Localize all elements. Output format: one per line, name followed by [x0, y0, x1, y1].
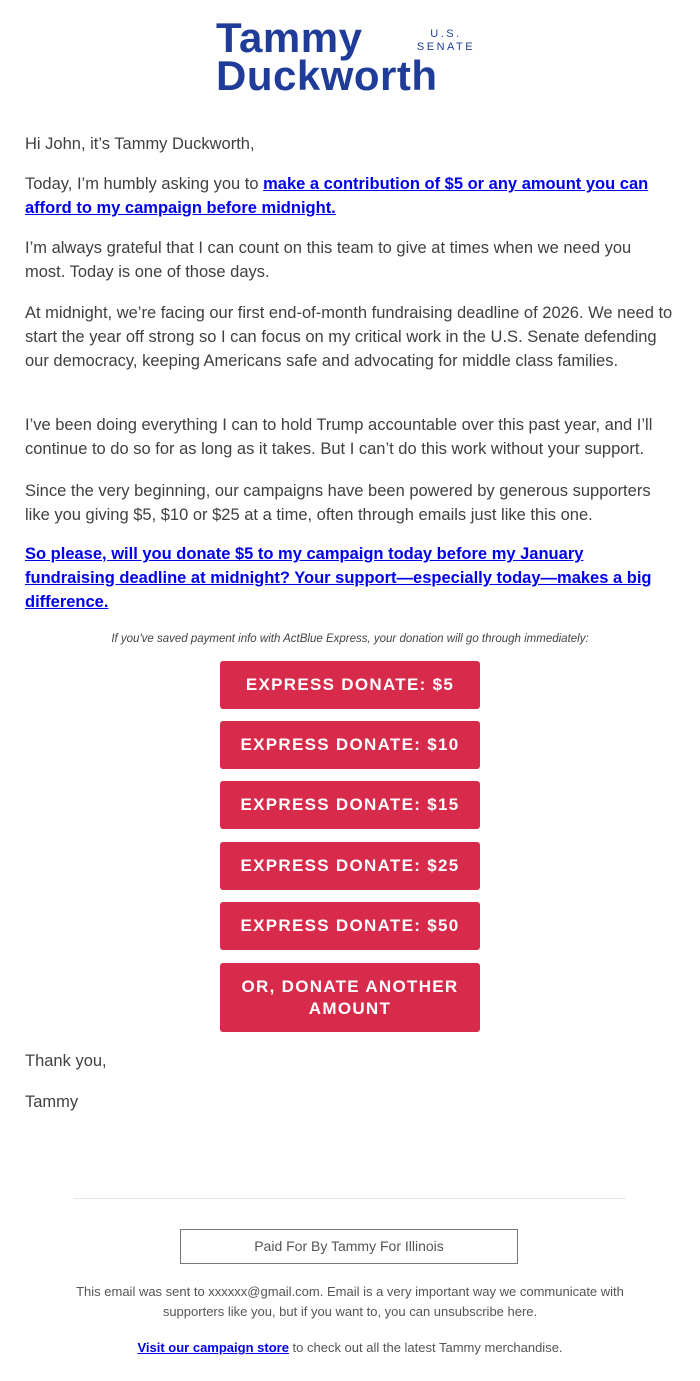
express-donate-25-button[interactable]: EXPRESS DONATE: $25 [220, 842, 480, 890]
signature: Tammy [25, 1093, 79, 1111]
contribution-link[interactable]: make a contribution of $5 or any amount you can afford to my campaign before midnight. [25, 175, 649, 217]
donate-link[interactable]: So please, will you donate $5 to my campaign today before my January fundraising deadline at midnight? Your support—especially today—makes a big difference. [25, 545, 652, 611]
footer-divider [74, 1198, 626, 1199]
express-donate-15-button[interactable]: EXPRESS DONATE: $15 [220, 781, 480, 829]
campaign-store-link[interactable]: Visit our campaign store [137, 1340, 289, 1355]
footer-sent-to: This email was sent to xxxxxx@gmail.com. Email is a very important way we communicate with supporters like you, but if you want to, you can unsubscribe here. [76, 1284, 624, 1319]
express-donate-50-button[interactable]: EXPRESS DONATE: $50 [220, 902, 480, 950]
paragraph-accountable: I’ve been doing everything I can to hold Trump accountable over this past year, and I’ll continue to do so for as long as it takes. But I can’t do this work without your support. [25, 416, 653, 458]
paragraph-supporters: Since the very beginning, our campaigns have been powered by generous supporters like you giving $5, $10 or $25 at a time, often through emails just like this one. [25, 482, 651, 524]
logo-senate-tag: U.S. SENATE [416, 28, 476, 53]
paragraph-deadline: At midnight, we’re facing our first end-of-month fundraising deadline of 2026. We need to start the year off strong so I can focus on my critical work in the U.S. Senate defending our democracy, keeping Americans safe and advocating for middle class families. [25, 304, 673, 370]
express-donate-5-button[interactable]: EXPRESS DONATE: $5 [220, 661, 480, 709]
greeting: Hi John, it’s Tammy Duckworth, [25, 135, 255, 153]
paragraph-ask: Today, I’m humbly asking you to make a contribution of $5 or any amount you can afford to my campaign before midnight. [25, 175, 649, 217]
paragraph-donate-ask [25, 542, 675, 614]
campaign-logo [0, 14, 700, 99]
paid-for-disclaimer: Paid For By Tammy For Illinois [180, 1229, 518, 1264]
paragraph-grateful: I’m always grateful that I can count on this team to give at times when we need you most. Today is one of those days. [25, 239, 632, 281]
closing-thanks: Thank you, [25, 1052, 107, 1070]
footer-store: Visit our campaign store to check out all the latest Tammy merchandise. [137, 1340, 563, 1355]
express-note: If you've saved payment info with ActBlue Express, your donation will go through immediately: [111, 633, 589, 645]
express-donate-10-button[interactable]: EXPRESS DONATE: $10 [220, 721, 480, 769]
donate-another-amount-button[interactable]: OR, DONATE ANOTHER AMOUNT [220, 963, 480, 1032]
logo-first-name: Tammy [216, 14, 363, 61]
logo-last-name: Duckworth [216, 52, 438, 99]
